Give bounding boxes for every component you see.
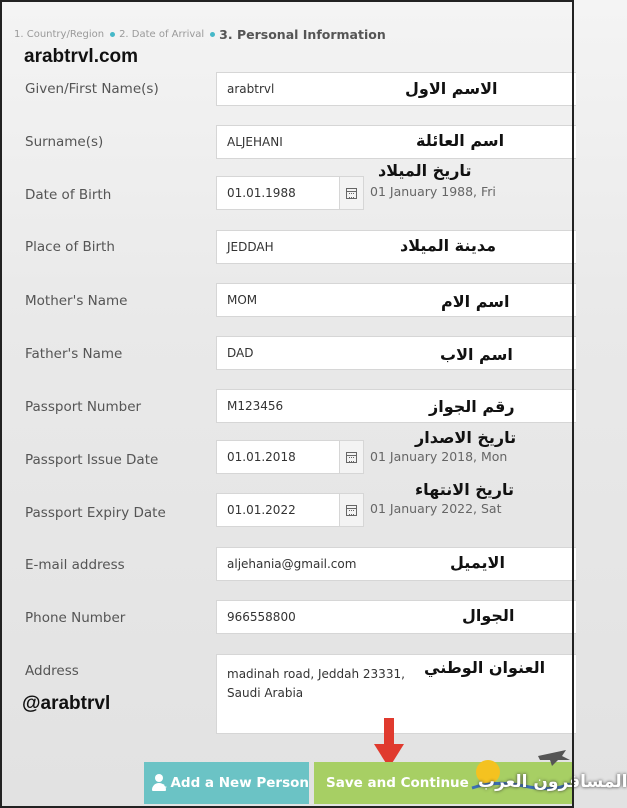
issue-date-input[interactable]: 01.01.2018: [216, 440, 364, 474]
step-separator-dot: [210, 32, 215, 37]
address-textarea[interactable]: madinah road, Jeddah 23331, Saudi Arabia: [216, 654, 576, 734]
pob-input[interactable]: JEDDAH: [216, 230, 576, 264]
expiry-date-arabic-note: تاريخ الانتهاء: [415, 480, 515, 499]
dob-arabic-note: تاريخ الميلاد: [378, 161, 472, 180]
passport-number-arabic-note: رقم الجواز: [429, 397, 515, 416]
address-label: Address: [25, 663, 79, 679]
calendar-icon: [346, 452, 357, 463]
passport-number-input[interactable]: M123456: [216, 389, 576, 423]
surname-label: Surname(s): [25, 134, 104, 150]
father-name-input[interactable]: DAD: [216, 336, 576, 370]
dob-readout: 01 January 1988, Fri: [370, 184, 496, 199]
dob-label: Date of Birth: [25, 187, 112, 203]
email-input[interactable]: aljehania@gmail.com: [216, 547, 576, 581]
mother-name-label: Mother's Name: [25, 293, 128, 309]
step-arrival[interactable]: 2. Date of Arrival: [119, 29, 205, 40]
email-arabic-note: الايميل: [450, 553, 505, 572]
mother-name-input[interactable]: MOM: [216, 283, 576, 317]
add-new-person-button[interactable]: + Add a New Person: [144, 762, 309, 804]
surname-arabic-note: اسم العائلة: [416, 131, 505, 150]
issue-date-label: Passport Issue Date: [25, 452, 159, 468]
step-country[interactable]: 1. Country/Region: [14, 29, 105, 40]
expiry-date-calendar-button[interactable]: [339, 494, 363, 526]
given-name-arabic-note: الاسم الاول: [405, 79, 498, 98]
issue-date-readout: 01 January 2018, Mon: [370, 449, 508, 464]
phone-arabic-note: الجوال: [462, 606, 515, 625]
person-add-icon: +: [152, 774, 164, 792]
expiry-date-readout: 01 January 2022, Sat: [370, 501, 502, 516]
step-indicator: [14, 27, 386, 42]
calendar-icon: [346, 188, 357, 199]
watermark-handle: @arabtrvl: [22, 693, 111, 714]
surname-input[interactable]: ALJEHANI: [216, 125, 576, 159]
father-name-label: Father's Name: [25, 346, 123, 362]
phone-label: Phone Number: [25, 610, 126, 626]
issue-date-calendar-button[interactable]: [339, 441, 363, 473]
dob-input[interactable]: 01.01.1988: [216, 176, 364, 210]
step-separator-dot: [110, 32, 115, 37]
dob-calendar-button[interactable]: [339, 177, 363, 209]
save-and-continue-button[interactable]: Save and Continue: [314, 762, 572, 804]
email-label: E-mail address: [25, 557, 125, 573]
expiry-date-label: Passport Expiry Date: [25, 505, 166, 521]
pob-arabic-note: مدينة الميلاد: [400, 236, 497, 255]
given-name-label: Given/First Name(s): [25, 81, 159, 97]
father-arabic-note: اسم الاب: [440, 345, 513, 364]
step-personal-info: 3. Personal Information: [219, 27, 386, 42]
calendar-icon: [346, 505, 357, 516]
issue-date-arabic-note: تاريخ الاصدار: [415, 428, 517, 447]
address-arabic-note: العنوان الوطني: [424, 658, 546, 677]
phone-input[interactable]: 966558800: [216, 600, 576, 634]
pob-label: Place of Birth: [25, 239, 115, 255]
given-name-input[interactable]: arabtrvl: [216, 72, 576, 106]
logo-text: المسافرون العرب: [478, 772, 627, 792]
watermark-site: arabtrvl.com: [24, 46, 139, 67]
mother-arabic-note: اسم الام: [441, 292, 510, 311]
expiry-date-input[interactable]: 01.01.2022: [216, 493, 364, 527]
passport-number-label: Passport Number: [25, 399, 142, 415]
